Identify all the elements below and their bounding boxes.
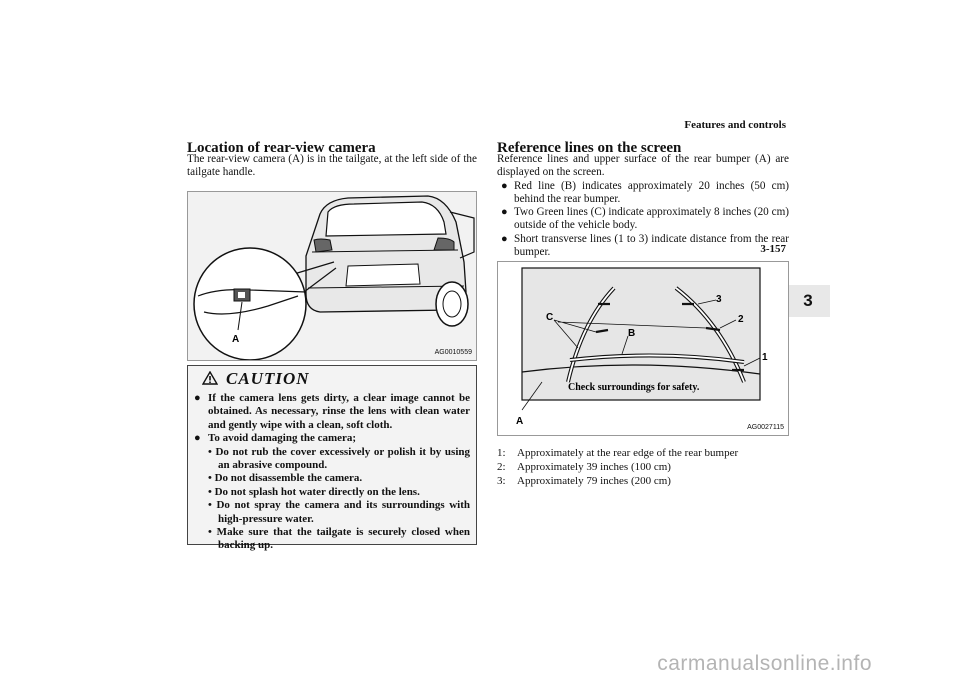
label-b: B [628,328,636,339]
bullet-icon: ● [501,206,508,219]
rear-camera-illustration [187,191,477,361]
caution-box [187,365,477,552]
list-item [497,180,789,207]
camera-screen-drawing [498,262,788,435]
list-item-text: Red line (B) indicates approximately 20 inches (50 cm) behind the rear bumper. [514,179,789,205]
caution-item-text: If the camera lens gets dirty, a clear image cannot be obtained. As necessary, rinse the lens with clean water and gently wipe with a clean, soft cloth. [208,392,470,431]
bullet-icon: ● [194,432,201,445]
section-title-reference-lines: Reference lines on the screen [497,140,682,156]
screen-safety-message: Check surroundings for safety. [568,382,700,393]
label-1: 1 [762,352,768,363]
reference-lines-intro: Reference lines and upper surface of the rear bumper (A) are displayed on the screen. [497,153,789,179]
caution-subitem: • Do not rub the cover excessively or polish it by using an abrasive compound. [208,445,470,472]
label-2: 2 [738,314,744,325]
note-item [497,460,789,474]
section-title-camera-location: Location of rear-view camera [187,140,376,156]
caution-item-text: To avoid damaging the camera; [208,432,357,445]
note-number: 2: [497,461,506,473]
reference-lines-content [497,153,789,259]
note-text: Approximately 79 inches (200 cm) [517,475,671,487]
caution-header [188,366,476,392]
caution-subitem: • Do not splash hot water directly on the lens. [208,485,420,498]
label-a: A [232,334,240,345]
list-item-text: Two Green lines (C) indicate approximately 8 inches (20 cm) outside of the vehicle body. [514,206,789,232]
figure-code: AG0010559 [434,349,472,356]
distance-notes [497,446,789,488]
list-item-text: Short transverse lines (1 to 3) indicate distance from the rear bumper. [514,232,789,259]
reference-lines-list [497,180,789,260]
note-number: 1: [497,447,506,459]
car-rear-drawing [188,192,476,360]
note-number: 3: [497,475,506,487]
reference-lines-illustration [497,261,789,436]
caution-subitem: • Do not disassemble the camera. [208,472,363,485]
warning-icon [202,371,218,385]
note-item [497,474,789,488]
caution-body [188,392,476,553]
caution-subitem: • Make sure that the tailgate is securely closed when backing up. [208,526,470,552]
bullet-icon: ● [194,392,201,404]
note-text: Approximately 39 inches (100 cm) [517,461,671,473]
watermark: carmanualsonline.info [657,652,872,675]
bullet-icon: ● [501,232,508,245]
caution-title: CAUTION [226,369,310,388]
running-header: Features and controls [684,119,786,131]
note-item [497,446,789,460]
label-a: A [516,416,524,427]
figure-code: AG0027115 [747,424,784,431]
label-c: C [546,312,554,323]
note-text: Approximately at the rear edge of the rear bumper [517,447,739,459]
page-number: 3-157 [760,243,786,255]
caution-item [194,392,470,432]
chapter-tab: 3 [786,285,830,317]
list-item [497,233,789,260]
list-item [497,206,789,233]
caution-item [194,432,470,445]
camera-location-text: The rear-view camera (A) is in the tailgate, at the left side of the tailgate handle. [187,153,477,179]
label-3: 3 [716,294,722,305]
caution-subitem: • Do not spray the camera and its surroundings with high-pressure water. [208,499,470,525]
bullet-icon: ● [501,179,508,192]
